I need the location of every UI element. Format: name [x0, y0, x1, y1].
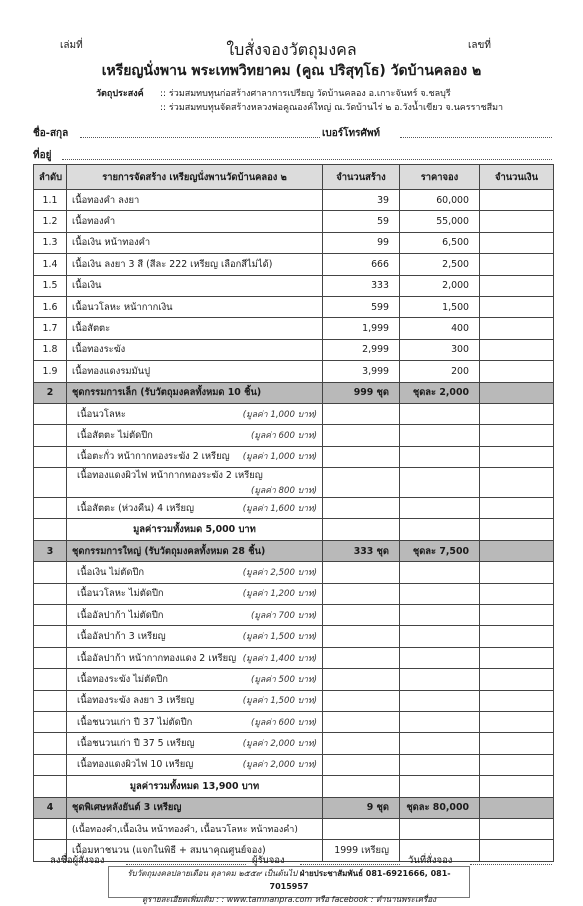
table-row [34, 647, 554, 668]
row-amount-field[interactable] [480, 232, 554, 253]
row-quantity [323, 690, 400, 711]
footer-box [108, 866, 470, 904]
row-quantity: 2,999 [323, 339, 400, 360]
row-description [67, 318, 323, 339]
row-price [400, 669, 480, 690]
row-price: 2,500 [400, 254, 480, 275]
row-description-text: เนื้อเงิน ลงยา 3 สี (สีละ 222 เหรียญ เลือกสีไม่ได้) [72, 258, 273, 270]
row-description [67, 275, 323, 296]
row-number: 1.5 [34, 275, 67, 296]
phone-field[interactable] [400, 137, 552, 138]
address-field[interactable] [62, 159, 552, 160]
row-number: 3 [34, 540, 67, 561]
row-description [67, 425, 323, 446]
row-price [400, 733, 480, 754]
row-quantity [323, 519, 400, 540]
row-quantity [323, 403, 400, 424]
row-description-text: เนื้อทองแดงผิวไฟ หน้ากากทองระฆัง 2 เหรียญ [77, 470, 263, 482]
row-description-text: เนื้อนวโลหะ ไม่ตัดปีก [77, 588, 164, 600]
row-quantity [323, 647, 400, 668]
row-number [34, 818, 67, 839]
name-label: ชื่อ-สกุล [33, 128, 69, 139]
row-description [67, 754, 323, 775]
table-row [34, 403, 554, 424]
row-description-text: เนื้อสัตตะ ไม่ตัดปีก [77, 429, 153, 441]
row-amount-field[interactable] [480, 275, 554, 296]
row-description-text: เนื้อชนวนเก่า ปี 37 5 เหรียญ [77, 738, 195, 750]
row-price [400, 605, 480, 626]
row-description [67, 211, 323, 232]
row-amount-field[interactable] [480, 446, 554, 467]
row-description-text: เนื้อทองแดงรมมันปู [72, 365, 151, 377]
row-description-text: เนื้ออัลปาก้า หน้ากากทองแดง 2 เหรียญ [77, 652, 237, 664]
table-row [34, 690, 554, 711]
row-price: ชุดละ 2,000 [400, 382, 480, 403]
row-description [67, 605, 323, 626]
row-description-text: เนื้อสัตตะ [72, 323, 111, 335]
row-amount-field[interactable] [480, 425, 554, 446]
header-price: ราคาจอง [400, 165, 480, 190]
table-row [34, 361, 554, 382]
row-number [34, 690, 67, 711]
row-description [67, 403, 323, 424]
row-description-text: เนื้อทองระฆัง ลงยา 3 เหรียญ [77, 695, 195, 707]
row-description [67, 647, 323, 668]
table-row [34, 583, 554, 604]
row-price [400, 498, 480, 519]
receiver-signature-label: ผู้รับจอง [252, 855, 285, 866]
coin-title: เหรียญนั่งพาน พระเทพวิทยาคม (คูณ ปริสุทฺโธ) วัดบ้านคลอง ๒ [101, 63, 482, 79]
row-description [67, 361, 323, 382]
row-price [400, 754, 480, 775]
row-number: 1.4 [34, 254, 67, 275]
row-amount-field[interactable] [480, 519, 554, 540]
row-quantity [323, 818, 400, 839]
row-amount-field[interactable] [480, 733, 554, 754]
table-row [34, 733, 554, 754]
row-number [34, 446, 67, 467]
row-price [400, 519, 480, 540]
row-number [34, 498, 67, 519]
row-number [34, 669, 67, 690]
header-item: รายการจัดสร้าง เหรียญนั่งพานวัดบ้านคลอง ๒ [67, 165, 323, 190]
header-amount: จำนวนเงิน [480, 165, 554, 190]
name-field[interactable] [80, 137, 320, 138]
row-quantity [323, 446, 400, 467]
row-description-text: เนื้อนวโลหะ หน้ากากเงิน [72, 301, 173, 313]
row-quantity [323, 626, 400, 647]
table-row [34, 318, 554, 339]
row-description-text: มูลค่ารวมทั้งหมด 5,000 บาท [133, 524, 256, 536]
row-value-note: (มูลค่า 1,200 บาท) [242, 589, 317, 600]
orderer-signature-field[interactable] [126, 864, 246, 865]
row-amount-field[interactable] [480, 776, 554, 797]
row-description [67, 498, 323, 519]
row-description-text: เนื้อเงิน [72, 280, 102, 292]
order-date-field[interactable] [470, 864, 552, 865]
row-description [67, 733, 323, 754]
row-number: 1.9 [34, 361, 67, 382]
row-number: 1.6 [34, 296, 67, 317]
set-row [34, 540, 554, 561]
row-price [400, 446, 480, 467]
row-price [400, 647, 480, 668]
row-amount-field[interactable] [480, 797, 554, 818]
receiver-signature-field[interactable] [300, 864, 400, 865]
row-quantity [323, 468, 400, 498]
row-amount-field[interactable] [480, 318, 554, 339]
serial-number-label: เลขที่ [468, 40, 491, 51]
row-description-text: เนื้อชนวนเก่า ปี 37 ไม่ตัดปีก [77, 716, 193, 728]
phone-label: เบอร์โทรศัพท์ [322, 128, 381, 139]
footer-contact: ฝ่ายประชาสัมพันธ์ 081-6921666, 081-7015957 [269, 869, 451, 891]
table-row [34, 254, 554, 275]
row-description [67, 540, 323, 561]
row-number [34, 519, 67, 540]
table-row [34, 498, 554, 519]
row-number [34, 562, 67, 583]
row-number: 1.2 [34, 211, 67, 232]
row-amount-field[interactable] [480, 711, 554, 732]
row-value-note: (มูลค่า 700 บาท) [250, 610, 317, 621]
row-amount-field[interactable] [480, 818, 554, 839]
row-price [400, 626, 480, 647]
row-value-note: (มูลค่า 1,500 บาท) [242, 632, 317, 643]
table-row [34, 818, 554, 839]
row-number [34, 403, 67, 424]
row-description-text: เนื้อทองคำ [72, 216, 116, 228]
row-value-note: (มูลค่า 600 บาท) [250, 430, 317, 441]
row-price: 60,000 [400, 190, 480, 211]
row-number [34, 711, 67, 732]
row-description [67, 382, 323, 403]
row-quantity: 39 [323, 190, 400, 211]
row-price [400, 818, 480, 839]
row-amount-field[interactable] [480, 605, 554, 626]
row-description [67, 339, 323, 360]
row-number [34, 647, 67, 668]
row-description-text: (เนื้อทองคำ,เนื้อเงิน หน้าทองคำ, เนื้อนวโลหะ หน้าทองคำ) [72, 825, 298, 836]
header-quantity: จำนวนสร้าง [323, 165, 400, 190]
table-row [34, 296, 554, 317]
row-description [67, 562, 323, 583]
row-description [67, 711, 323, 732]
table-row [34, 605, 554, 626]
row-quantity [323, 754, 400, 775]
row-number: 4 [34, 797, 67, 818]
row-description-text: เนื้อทองคำ ลงยา [72, 194, 140, 206]
row-number: 1.3 [34, 232, 67, 253]
row-value-note: (มูลค่า 2,000 บาท) [242, 760, 317, 771]
row-price: 1,500 [400, 296, 480, 317]
row-description [67, 468, 323, 498]
table-row [34, 669, 554, 690]
row-description [67, 583, 323, 604]
row-description-text: เนื้ออัลปาก้า 3 เหรียญ [77, 631, 166, 643]
table-row [34, 190, 554, 211]
row-number: 2 [34, 382, 67, 403]
row-number [34, 754, 67, 775]
row-price: 55,000 [400, 211, 480, 232]
row-quantity: 1,999 [323, 318, 400, 339]
row-description-text: ชุดพิเศษหลังยันต์ 3 เหรียญ [72, 802, 182, 814]
row-number [34, 425, 67, 446]
row-quantity [323, 605, 400, 626]
row-value-note: (มูลค่า 500 บาท) [250, 674, 317, 685]
row-description-text: เนื้อมหาชนวน (แจกในพิธี + สมนาคุณศูนย์จอง) [72, 845, 266, 857]
row-price: 200 [400, 361, 480, 382]
row-value-note: (มูลค่า 1,600 บาท) [242, 503, 317, 514]
table-row [34, 275, 554, 296]
set-row [34, 797, 554, 818]
table-header-row [34, 165, 554, 190]
row-amount-field[interactable] [480, 540, 554, 561]
form-title: ใบสั่งจองวัตถุมงคล [226, 40, 357, 59]
row-amount-field[interactable] [480, 626, 554, 647]
row-quantity: 666 [323, 254, 400, 275]
table-row [34, 626, 554, 647]
row-description [67, 190, 323, 211]
row-quantity [323, 562, 400, 583]
row-description [67, 446, 323, 467]
row-value-note: (มูลค่า 1,000 บาท) [242, 409, 317, 420]
footer-line-1 [109, 867, 469, 893]
row-number [34, 776, 67, 797]
row-amount-field[interactable] [480, 382, 554, 403]
row-description [67, 232, 323, 253]
row-amount-field[interactable] [480, 211, 554, 232]
row-description-text: ชุดกรรมการเล็ก (รับวัตถุมงคลทั้งหมด 10 ชิ้น) [72, 387, 262, 399]
row-quantity [323, 776, 400, 797]
row-quantity: 1999 เหรียญ [323, 840, 400, 861]
total-row [34, 519, 554, 540]
row-price: 2,000 [400, 275, 480, 296]
row-amount-field[interactable] [480, 296, 554, 317]
row-number [34, 583, 67, 604]
row-quantity [323, 498, 400, 519]
row-amount-field[interactable] [480, 562, 554, 583]
row-description-text: เนื้อเงิน ไม่ตัดปีก [77, 566, 145, 578]
row-description-text: เนื้ออัลปาก้า ไม่ตัดปีก [77, 609, 164, 621]
row-amount-field[interactable] [480, 190, 554, 211]
row-price [400, 562, 480, 583]
row-price [400, 583, 480, 604]
row-amount-field[interactable] [480, 754, 554, 775]
row-amount-field[interactable] [480, 840, 554, 861]
row-description-text: เนื้อทองระฆัง ไม่ตัดปีก [77, 673, 168, 685]
row-value-note: (มูลค่า 800 บาท) [250, 486, 317, 497]
footer-line-2: ดูรายละเอียดเพิ่มเติม : : www.tamnanpra.com หรือ facebook : ตำนานพระเครื่อง [141, 895, 437, 904]
row-quantity [323, 669, 400, 690]
table-row [34, 425, 554, 446]
row-price [400, 468, 480, 498]
row-price: ชุดละ 80,000 [400, 797, 480, 818]
table-row [34, 840, 554, 861]
row-price [400, 425, 480, 446]
order-table [33, 164, 554, 862]
row-description-text: เนื้อนวโลหะ [77, 408, 126, 420]
row-price: 400 [400, 318, 480, 339]
table-row [34, 711, 554, 732]
row-amount-field[interactable] [480, 583, 554, 604]
order-table-body [34, 190, 554, 862]
row-description-text: เนื้อทองระฆัง [72, 344, 126, 356]
row-quantity [323, 425, 400, 446]
table-row [34, 232, 554, 253]
row-amount-field[interactable] [480, 403, 554, 424]
row-description [67, 626, 323, 647]
row-quantity: 99 [323, 232, 400, 253]
row-quantity: 9 ชุด [323, 797, 400, 818]
row-description-text: มูลค่ารวมทั้งหมด 13,900 บาท [129, 780, 260, 792]
table-row [34, 446, 554, 467]
row-description [67, 669, 323, 690]
row-description-text: เนื้อเงิน หน้าทองคำ [72, 237, 151, 249]
row-description-text: ชุดกรรมการใหญ่ (รับวัตถุมงคลทั้งหมด 28 ชิ้น) [72, 545, 266, 557]
row-amount-field[interactable] [480, 690, 554, 711]
row-value-note: (มูลค่า 2,000 บาท) [242, 739, 317, 750]
row-price [400, 690, 480, 711]
row-number [34, 626, 67, 647]
row-price: ชุดละ 7,500 [400, 540, 480, 561]
row-description-text: เนื้อทองแดงผิวไฟ 10 เหรียญ [77, 759, 194, 771]
row-number [34, 468, 67, 498]
row-quantity [323, 583, 400, 604]
footer-pickup-note: รับวัตถุมงคลปลายเดือน ตุลาคม ๒๕๕๙ เป็นต้นไป [127, 869, 298, 878]
row-description [67, 776, 323, 797]
row-amount-field[interactable] [480, 669, 554, 690]
row-amount-field[interactable] [480, 468, 554, 498]
row-amount-field[interactable] [480, 254, 554, 275]
table-row [34, 211, 554, 232]
row-price [400, 776, 480, 797]
row-number: 1.1 [34, 190, 67, 211]
row-description [67, 296, 323, 317]
table-row [34, 562, 554, 583]
table-row [34, 339, 554, 360]
total-row [34, 776, 554, 797]
table-row [34, 468, 554, 498]
row-quantity: 59 [323, 211, 400, 232]
row-number [34, 733, 67, 754]
purpose-line-1: :: ร่วมสมทบทุนก่อสร้างศาลาการเปรียญ วัดบ้านคลอง อ.เกาะจันทร์ จ.ชลบุรี [160, 89, 451, 99]
purpose-line-2: :: ร่วมสมทบทุนจัดสร้างหลวงพ่อคูณองค์ใหญ่ ณ.วัดบ้านไร่ ๒ อ.วังน้ำเขียว จ.นครราชสีมา [160, 103, 504, 113]
row-quantity [323, 711, 400, 732]
row-price [400, 403, 480, 424]
order-date-label: วันที่สั่งจอง [408, 855, 453, 866]
row-number: 1.8 [34, 339, 67, 360]
set-row [34, 382, 554, 403]
row-price: 6,500 [400, 232, 480, 253]
row-quantity: 599 [323, 296, 400, 317]
row-description [67, 818, 323, 839]
row-number [34, 605, 67, 626]
row-quantity: 333 ชุด [323, 540, 400, 561]
header-number: ลำดับ [34, 165, 67, 190]
row-number: 1.7 [34, 318, 67, 339]
row-value-note: (มูลค่า 1,400 บาท) [242, 653, 317, 664]
table-row [34, 754, 554, 775]
row-quantity: 333 [323, 275, 400, 296]
book-number-label: เล่มที่ [60, 40, 83, 51]
row-description [67, 254, 323, 275]
row-quantity: 999 ชุด [323, 382, 400, 403]
row-amount-field[interactable] [480, 339, 554, 360]
row-amount-field[interactable] [480, 361, 554, 382]
row-quantity [323, 733, 400, 754]
row-description-text: เนื้อตะกั่ว หน้ากากทองระฆัง 2 เหรียญ [77, 451, 230, 463]
row-value-note: (มูลค่า 1,500 บาท) [242, 696, 317, 707]
address-label: ที่อยู่ [33, 150, 52, 161]
row-value-note: (มูลค่า 2,500 บาท) [242, 567, 317, 578]
row-description-text: เนื้อสัตตะ (ห่วงคืน) 4 เหรียญ [77, 502, 194, 514]
orderer-signature-label: ลงชื่อผู้สั่งจอง [50, 855, 105, 866]
purpose-label: วัตถุประสงค์ [96, 89, 144, 99]
row-price [400, 711, 480, 732]
row-description [67, 690, 323, 711]
row-value-note: (มูลค่า 600 บาท) [250, 717, 317, 728]
row-amount-field[interactable] [480, 498, 554, 519]
row-price: 300 [400, 339, 480, 360]
row-value-note: (มูลค่า 1,000 บาท) [242, 452, 317, 463]
row-description [67, 519, 323, 540]
row-description [67, 797, 323, 818]
row-amount-field[interactable] [480, 647, 554, 668]
row-quantity: 3,999 [323, 361, 400, 382]
